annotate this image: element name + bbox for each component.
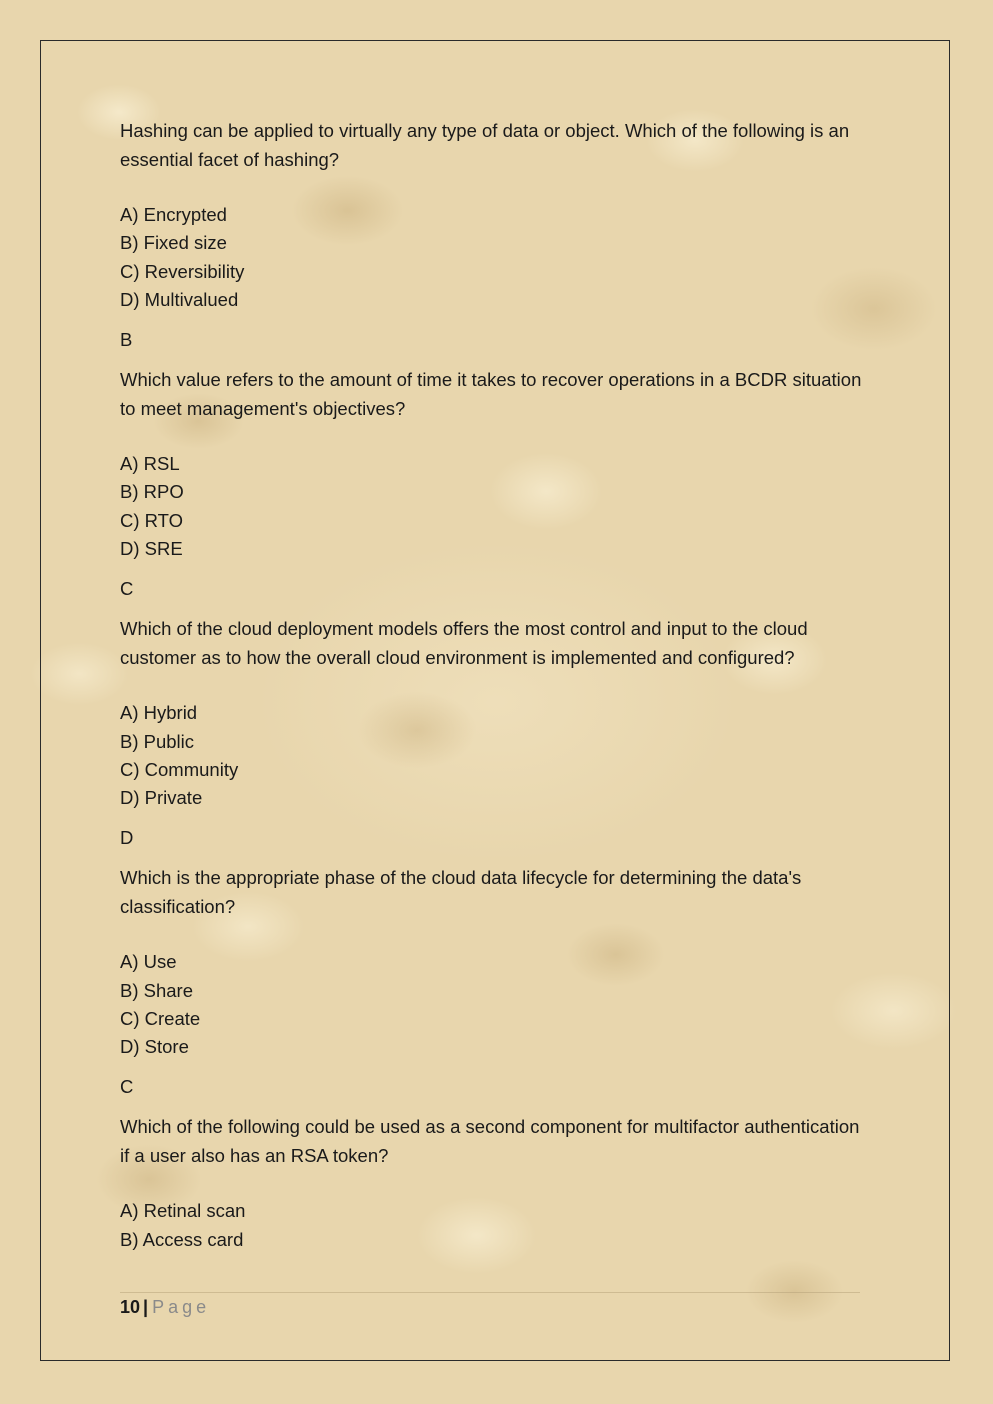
answer-text: C (120, 577, 134, 599)
option-a: A) Use (120, 951, 177, 973)
option-b: B) Access card (120, 1228, 244, 1250)
question-text: Which of the following could be used as a second component for multifactor authentication if a user also has an RSA token? (120, 1116, 860, 1166)
answer-text: B (120, 328, 133, 350)
option-b: B) Share (120, 979, 194, 1001)
option-a: A) Encrypted (120, 204, 227, 225)
footer-rule (120, 1292, 860, 1293)
option-b: B) Public (120, 730, 195, 752)
option-a: A) Hybrid (120, 702, 198, 724)
question-block-4 (120, 864, 870, 1101)
option-c: C) Reversibility (120, 260, 245, 282)
option-c: C) Create (120, 1007, 201, 1029)
answer-text: D (120, 826, 134, 848)
option-d: D) Store (120, 1036, 189, 1058)
option-c: C) Community (120, 758, 239, 780)
option-b: B) Fixed size (120, 232, 227, 254)
question-text: Which of the cloud deployment models offers the most control and input to the cloud customer as to how the overall cloud environment is implemented and configured? (120, 618, 808, 668)
page-separator: | (143, 1297, 149, 1317)
question-block-2 (120, 366, 870, 603)
page-footer (120, 1292, 860, 1322)
option-list (120, 450, 870, 564)
option-list (120, 699, 870, 813)
option-list (120, 948, 870, 1062)
option-d: D) Private (120, 787, 203, 809)
answer-text: C (120, 1075, 134, 1097)
question-text: Hashing can be applied to virtually any type of data or object. Which of the following is an essential facet of hashing? (120, 120, 850, 170)
page-number: 10 (120, 1297, 141, 1317)
option-c: C) RTO (120, 509, 184, 531)
option-d: D) Multivalued (120, 289, 239, 311)
page-label: Page (152, 1297, 211, 1317)
option-a: A) RSL (120, 453, 180, 475)
question-block-3 (120, 615, 870, 852)
option-a: A) Retinal scan (120, 1200, 246, 1222)
question-block-1 (120, 117, 870, 354)
option-b: B) RPO (120, 481, 184, 503)
question-block-5 (120, 1113, 870, 1254)
document-body (120, 117, 870, 1265)
option-list (120, 201, 870, 315)
option-list (120, 1197, 870, 1254)
option-d: D) SRE (120, 538, 183, 560)
question-text: Which is the appropriate phase of the cloud data lifecycle for determining the data's classification? (120, 867, 802, 917)
question-text: Which value refers to the amount of time it takes to recover operations in a BCDR situation to meet management's objectives? (120, 369, 862, 419)
